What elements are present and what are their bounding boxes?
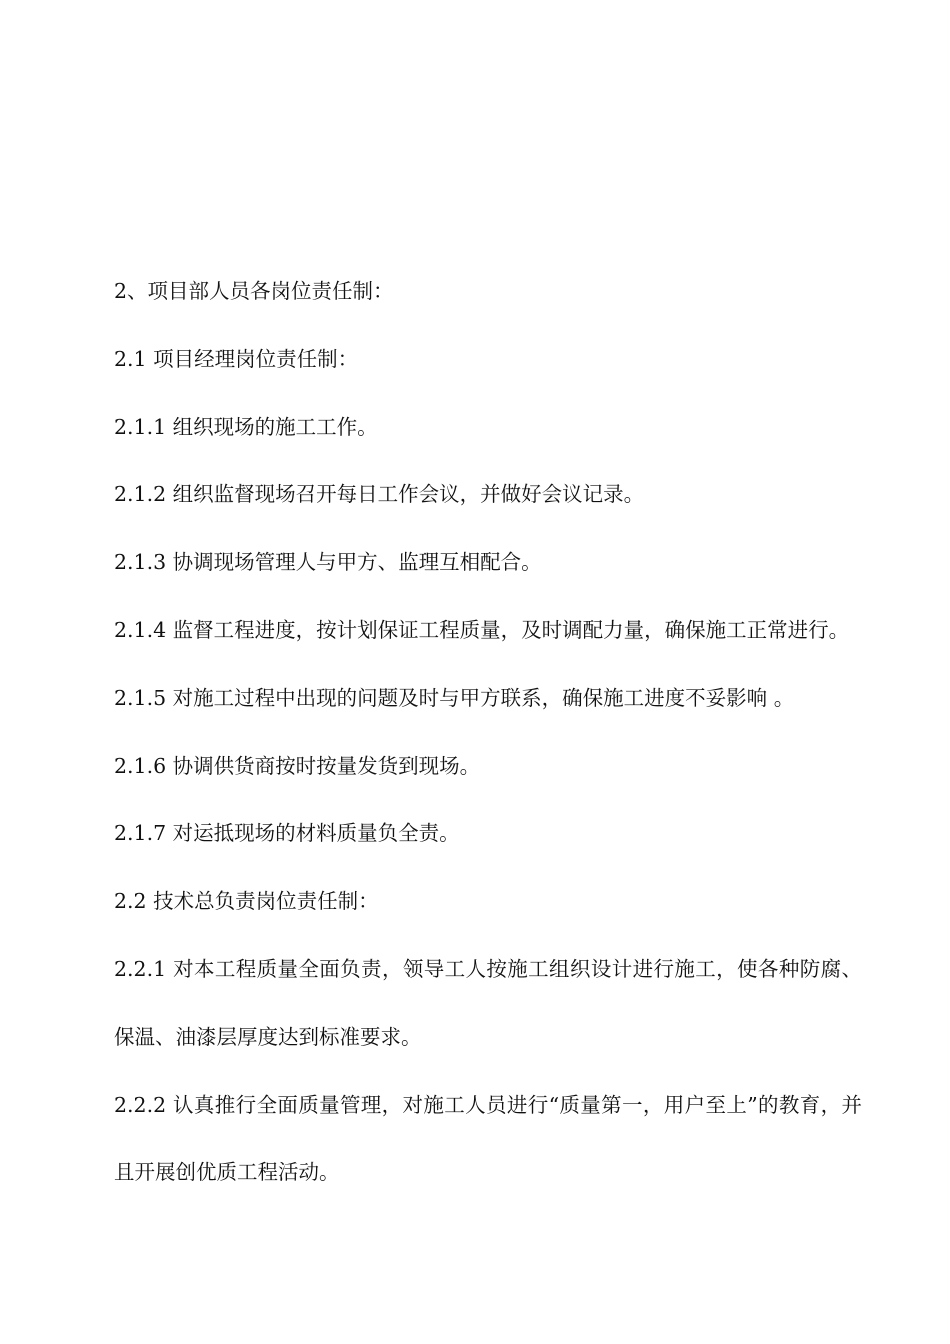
- paragraph-2-1-5: 2.1.5 对施工过程中出现的问题及时与甲方联系，确保施工进度不妥影响 。: [114, 685, 795, 710]
- paragraph-2-1-1: 2.1.1 组织现场的施工工作。: [114, 414, 378, 439]
- document-body: [114, 258, 862, 1207]
- section-heading-2: 2、项目部人员各岗位责任制：: [114, 279, 394, 303]
- subsection-heading-2-1: 2.1 项目经理岗位责任制：: [114, 346, 359, 371]
- paragraph-2-2-1: 2.2.1 对本工程质量全面负责，领导工人按施工组织设计进行施工，使各种防腐、保温、油漆层厚度达到标准要求。: [114, 956, 862, 1049]
- paragraph-2-1-6: 2.1.6 协调供货商按时按量发货到现场。: [114, 753, 481, 778]
- subsection-heading-2-2: 2.2 技术总负责岗位责任制：: [114, 889, 379, 914]
- paragraph-2-1-7: 2.1.7 对运抵现场的材料质量负全责。: [114, 821, 460, 846]
- paragraph-2-1-3: 2.1.3 协调现场管理人与甲方、监理互相配合。: [114, 550, 542, 575]
- paragraph-2-1-4: 2.1.4 监督工程进度，按计划保证工程质量，及时调配力量，确保施工正常进行。: [114, 617, 850, 642]
- paragraph-2-1-2: 2.1.2 组织监督现场召开每日工作会议，并做好会议记录。: [114, 482, 645, 507]
- paragraph-2-2-2: 2.2.2 认真推行全面质量管理，对施工人员进行“质量第一，用户至上”的教育，并且开展创优质工程活动。: [114, 1092, 862, 1185]
